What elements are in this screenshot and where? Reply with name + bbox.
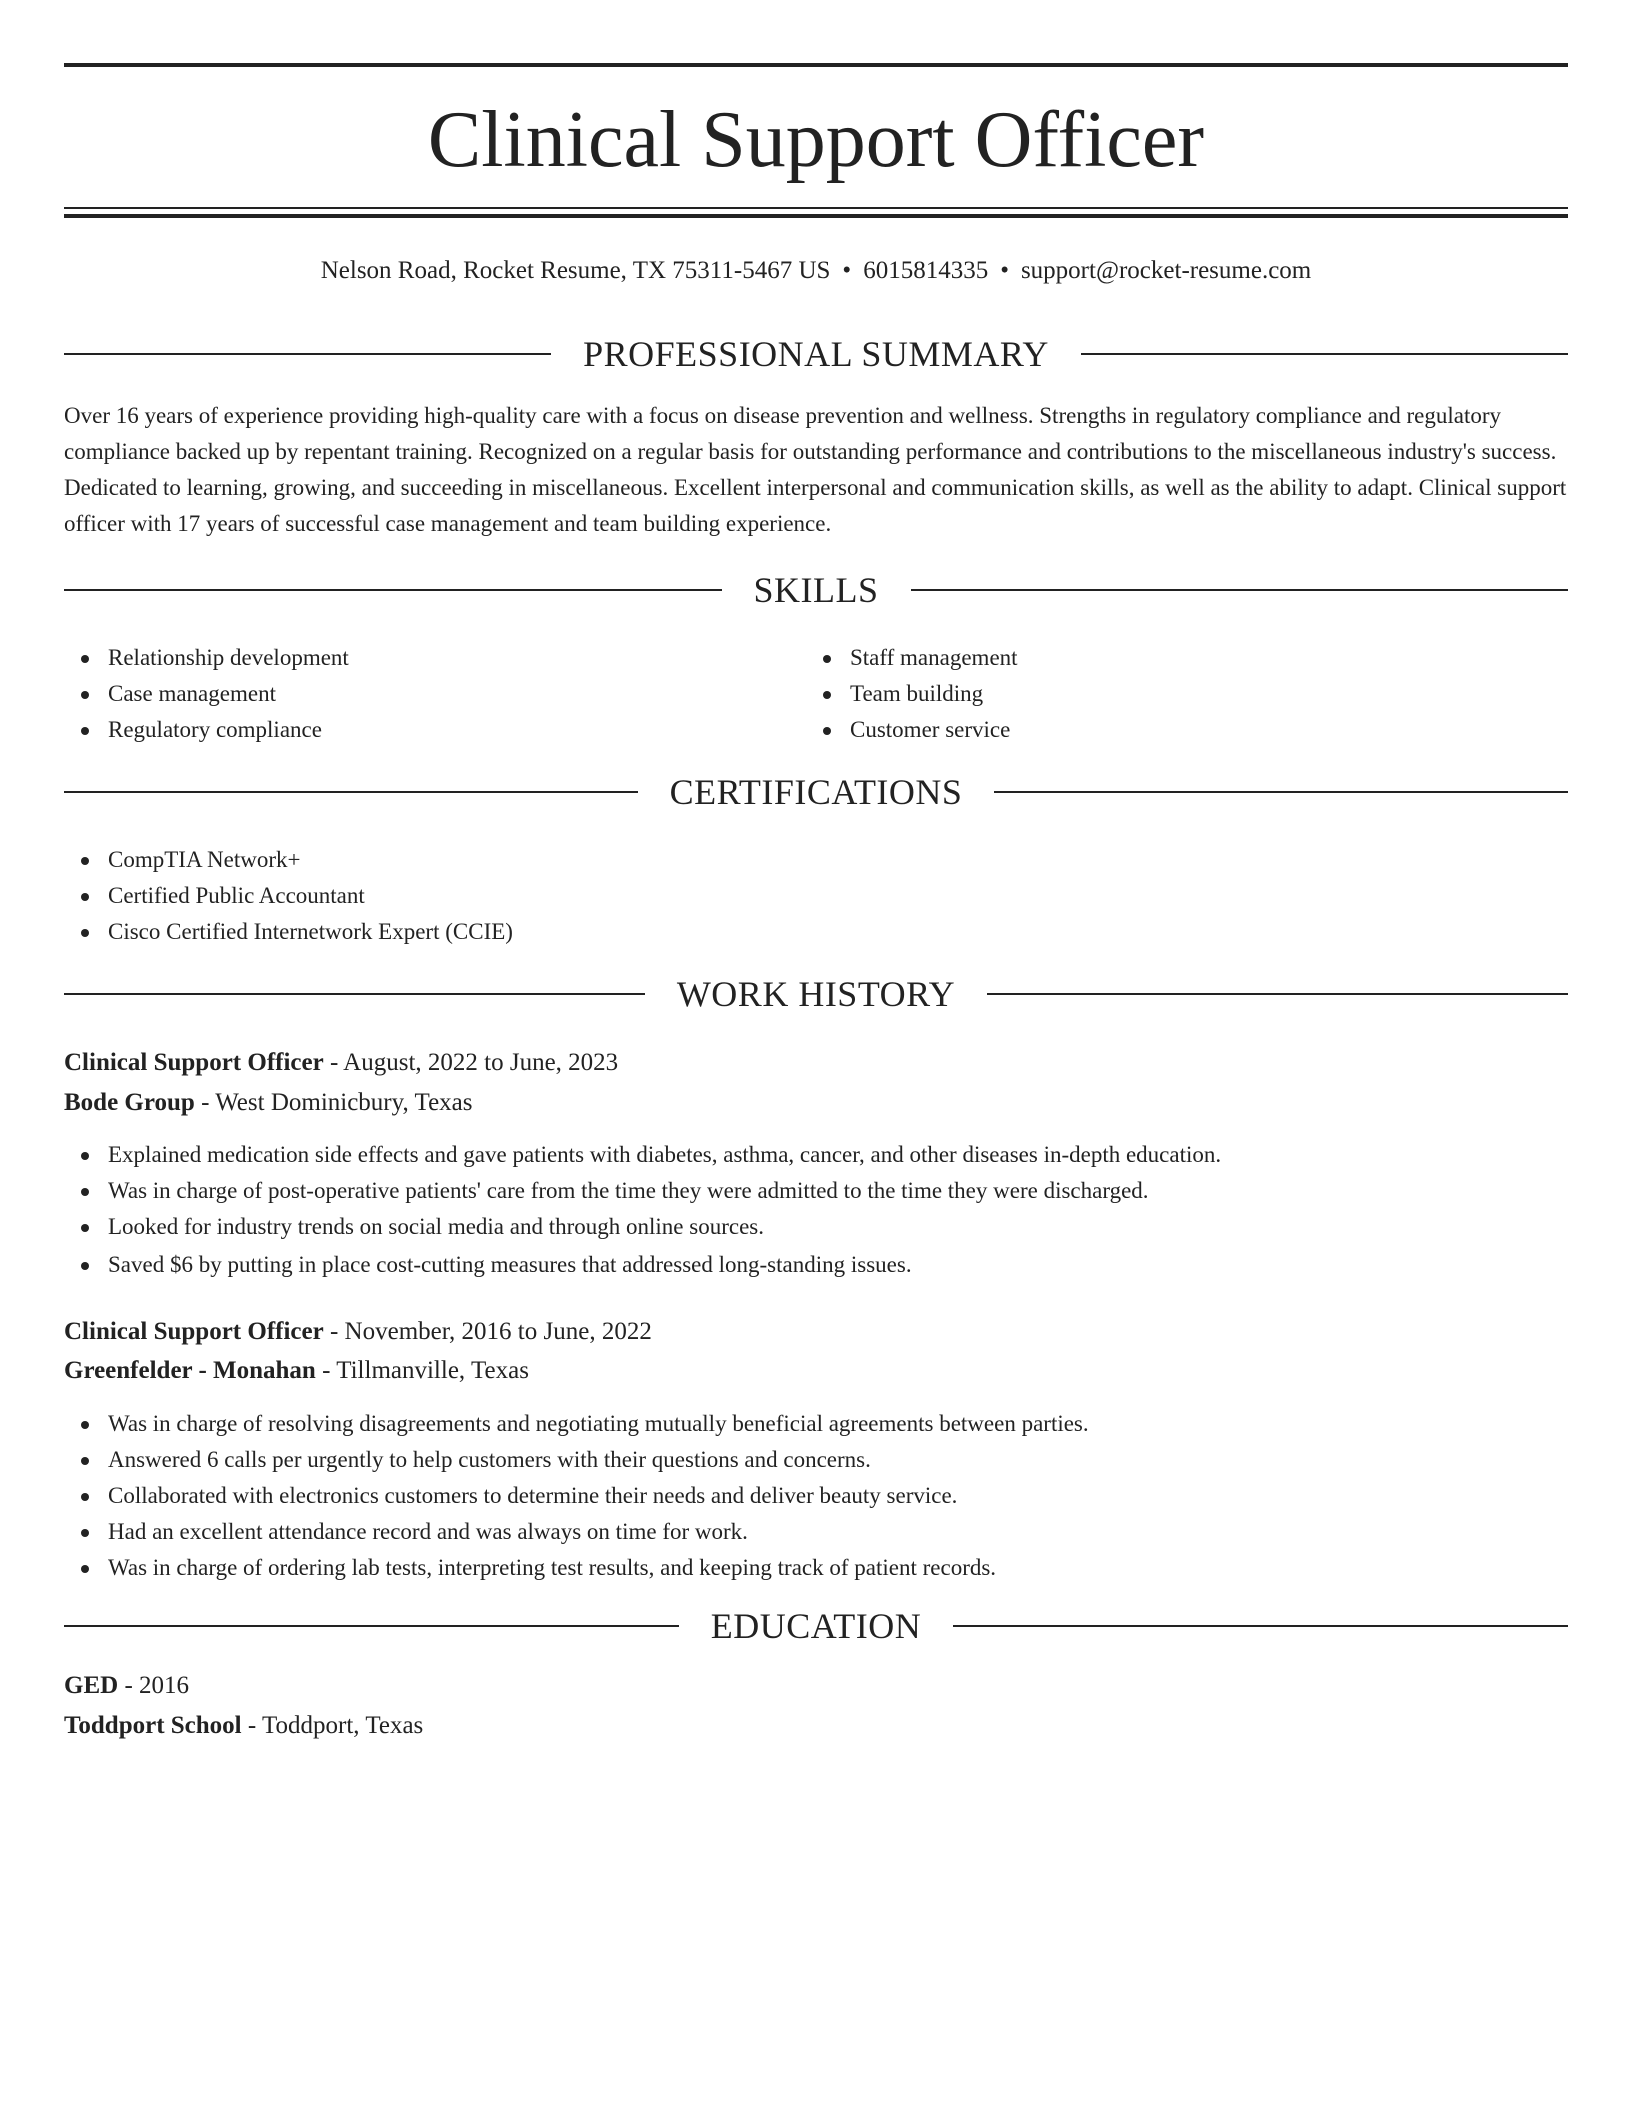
certification-item: CompTIA Network+ [64,842,1568,878]
certification-item: Certified Public Accountant [64,878,1568,914]
certification-item: Cisco Certified Internetwork Expert (CCIE) [64,914,1568,950]
section-title: CERTIFICATIONS [669,772,963,812]
job-location: - West Dominicbury, Texas [194,1089,473,1116]
skills-column-right [806,640,1546,748]
job-bullet: Saved $6 by putting in place cost-cutting measures that addressed long-standing issues. [64,1247,1568,1283]
summary-text: Over 16 years of experience providing high-quality care with a focus on disease prevention and wellness. Strengths in regulatory compliance and regulatory compliance backed up by repentant training. Recognized on a regular basis for outstanding performance and contributions to the miscellaneous industry's success. Dedicated to learning, growing, and succeeding in miscellaneous. Excellent interpersonal and communication skills, as well as the ability to adapt. Clinical support officer with 17 years of successful case management and team building experience. [64,403,1567,536]
heading-rule-left [64,1625,679,1627]
education-year: - 2016 [118,1672,190,1699]
section-heading-education [64,1602,1568,1650]
job-bullet: Explained medication side effects and gave patients with diabetes, asthma, cancer, and other diseases in-depth education. [64,1137,1568,1173]
education-school: Toddport School [64,1712,242,1739]
job-bullet: Was in charge of ordering lab tests, interpreting test results, and keeping track of patient records. [64,1550,1568,1586]
job-title-line [64,1045,1568,1081]
heading-rule-left [64,589,722,591]
job-bullet-list [64,1137,1568,1283]
header-rule-thin [64,207,1568,209]
section-title: PROFESSIONAL SUMMARY [583,334,1049,374]
job-title-line [64,1314,1568,1350]
job-dates: - August, 2022 to June, 2023 [323,1049,619,1076]
job-location: - Tillmanville, Texas [315,1357,529,1384]
education-location: - Toddport, Texas [241,1712,424,1739]
heading-rule-right [953,1625,1568,1627]
section-heading-work [64,970,1568,1018]
job-bullet: Was in charge of post-operative patients' care from the time they were admitted to the time they were discharged. [64,1173,1568,1209]
skills-column-left [64,640,804,748]
heading-rule-left [64,993,645,995]
header-rule-thick [64,214,1568,218]
skill-item: Relationship development [64,640,804,676]
contact-line [64,254,1568,288]
section-title: SKILLS [753,570,879,610]
contact-separator: • [842,257,852,284]
skill-item: Staff management [806,640,1546,676]
header-top-rule [64,63,1568,67]
contact-phone: 6015814335 [863,257,989,284]
job-company: Bode Group [64,1089,195,1116]
skill-item: Regulatory compliance [64,712,804,748]
section-heading-skills [64,566,1568,614]
section-heading-summary [64,330,1568,378]
skill-item: Case management [64,676,804,712]
education-school-line [64,1708,1568,1744]
job-bullet: Was in charge of resolving disagreements and negotiating mutually beneficial agreements between parties. [64,1406,1568,1442]
job-company: Greenfelder - Monahan [64,1357,316,1384]
section-title: EDUCATION [710,1606,922,1646]
section-title: WORK HISTORY [676,974,956,1014]
certifications-list [64,842,1568,950]
education-degree-line [64,1668,1568,1704]
heading-rule-left [64,353,551,355]
job-bullet: Looked for industry trends on social media and through online sources. [64,1209,1568,1245]
skill-item: Team building [806,676,1546,712]
job-company-line [64,1353,1568,1389]
job-bullet: Collaborated with electronics customers to determine their needs and deliver beauty service. [64,1478,1568,1514]
job-title: Clinical Support Officer [64,1318,324,1345]
job-bullet-list [64,1406,1568,1586]
heading-rule-right [911,589,1569,591]
contact-separator: • [1000,257,1009,284]
job-bullet: Had an excellent attendance record and was always on time for work. [64,1514,1568,1550]
heading-rule-left [64,791,638,793]
job-title: Clinical Support Officer [64,1049,324,1076]
heading-rule-right [987,993,1568,995]
education-degree: GED [64,1672,119,1699]
section-heading-certifications [64,768,1568,816]
heading-rule-right [1081,353,1568,355]
job-company-line [64,1085,1568,1121]
job-dates: - November, 2016 to June, 2022 [323,1318,652,1345]
contact-email: support@rocket-resume.com [1020,257,1312,284]
resume-name: Clinical Support Officer [427,96,1205,184]
heading-rule-right [994,791,1568,793]
skill-item: Customer service [806,712,1546,748]
contact-address: Nelson Road, Rocket Resume, TX 75311-5467 US [320,257,831,284]
job-bullet: Answered 6 calls per urgently to help customers with their questions and concerns. [64,1442,1568,1478]
